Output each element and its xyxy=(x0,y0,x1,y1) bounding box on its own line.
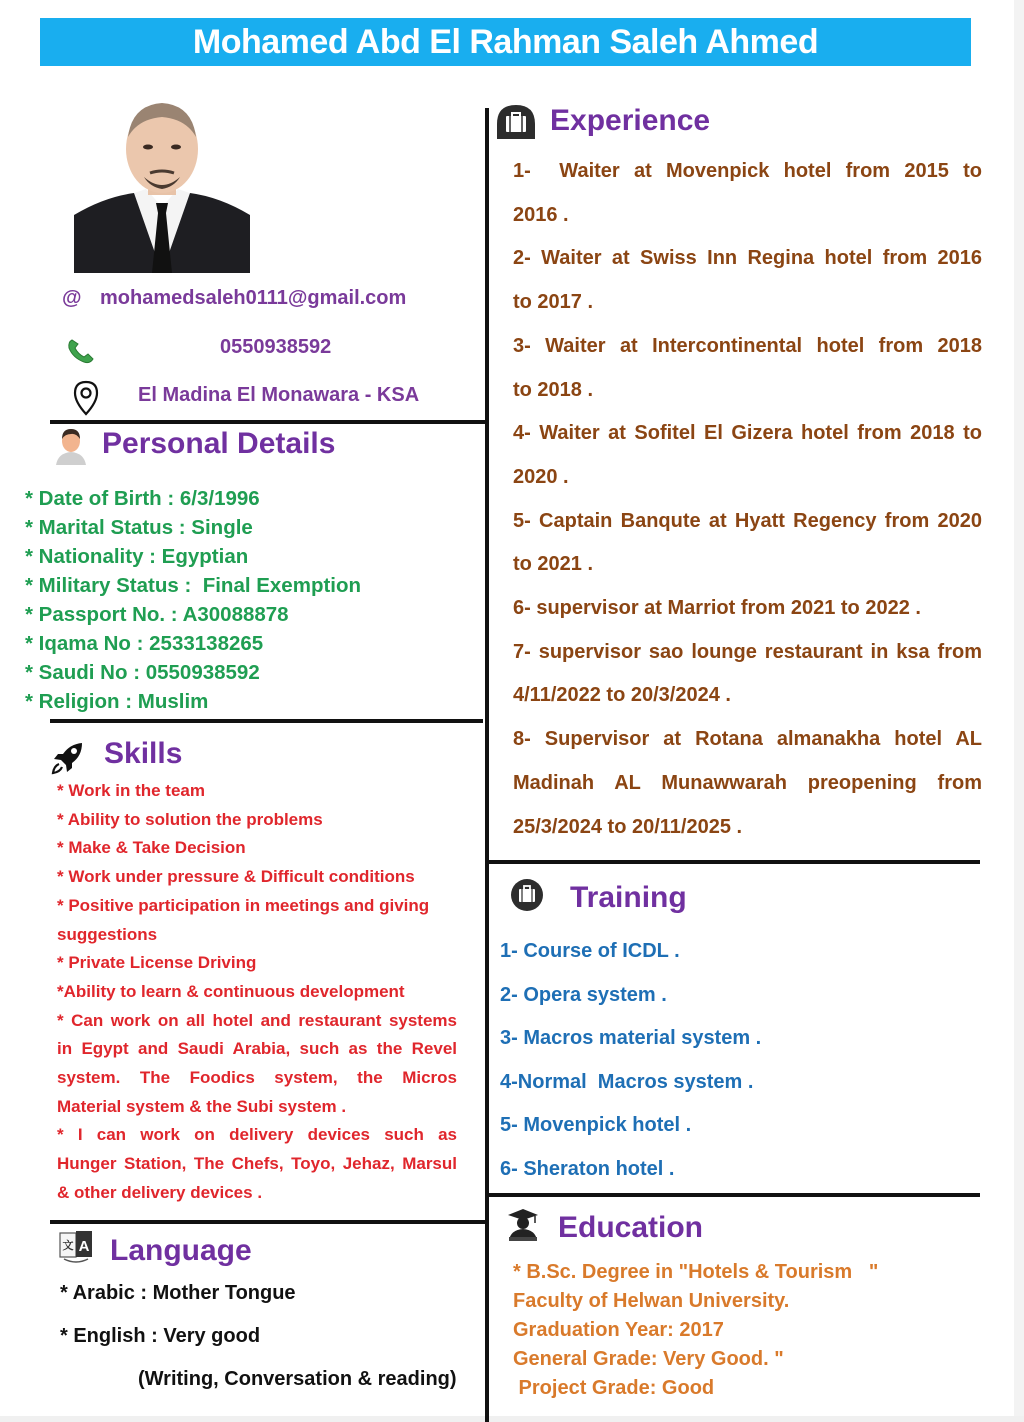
section-title-language: Language xyxy=(110,1234,252,1267)
page-edge xyxy=(0,1416,1024,1422)
section-divider xyxy=(50,420,487,424)
experience-line: 2016 . xyxy=(513,203,569,226)
skill-line: * Positive participation in meetings and giving xyxy=(57,895,430,915)
section-divider xyxy=(50,719,483,723)
translate-icon xyxy=(58,1229,94,1270)
training-list xyxy=(500,930,761,1191)
email-text[interactable]: mohamedsaleh0111@gmail.com xyxy=(100,287,407,309)
education-list xyxy=(513,1258,878,1403)
skill-line: Material system & the Subi system . xyxy=(57,1096,347,1116)
experience-line: 7- supervisor sao lounge restaurant in ksa from xyxy=(513,640,982,663)
section-divider xyxy=(487,860,980,864)
education-line: Graduation Year: 2017 xyxy=(513,1319,724,1341)
skill-line: * Can work on all hotel and restaurant systems xyxy=(57,1010,457,1030)
section-title-education: Education xyxy=(558,1211,704,1244)
briefcase-icon xyxy=(496,104,536,145)
personal-item: * Date of Birth : 6/3/1996 xyxy=(25,487,260,510)
experience-line: 1- Waiter at Movenpick hotel from 2015 to xyxy=(513,160,982,182)
briefcase-icon xyxy=(510,878,544,917)
language-note: (Writing, Conversation & reading) xyxy=(138,1368,457,1390)
experience-line: 4/11/2022 to 20/3/2024 . xyxy=(513,684,731,707)
experience-line: to 2017 . xyxy=(513,291,594,314)
person-icon xyxy=(52,427,90,470)
skill-line: & other delivery devices . xyxy=(57,1182,263,1202)
personal-item: * Passport No. : A30088878 xyxy=(25,603,289,626)
training-item: 1- Course of ICDL . xyxy=(500,940,680,962)
personal-item: * Saudi No : 0550938592 xyxy=(25,661,260,684)
education-line: * B.Sc. Degree in "Hotels & Tourism " xyxy=(513,1261,879,1283)
experience-list xyxy=(513,150,982,849)
experience-line: 5- Captain Banqute at Hyatt Regency from 2020 xyxy=(513,509,982,532)
skill-line: *Ability to learn & continuous development xyxy=(57,981,405,1001)
experience-line: to 2018 . xyxy=(513,378,594,401)
skill-line: Hunger Station, The Chefs, Toyo, Jehaz, Marsul xyxy=(57,1154,457,1174)
experience-line: 3- Waiter at Intercontinental hotel from 2018 xyxy=(513,334,982,357)
skill-line: in Egypt and Saudi Arabia, such as the Revel xyxy=(57,1039,457,1059)
education-line: Faculty of Helwan University. xyxy=(513,1290,790,1312)
profile-photo xyxy=(74,97,250,273)
experience-line: 2- Waiter at Swiss Inn Regina hotel from 2016 xyxy=(513,247,982,270)
skill-line: * Work under pressure & Difficult conditions xyxy=(57,867,415,887)
training-item: 5- Movenpick hotel . xyxy=(500,1114,692,1136)
page-edge xyxy=(1014,0,1024,1422)
skill-line: suggestions xyxy=(57,924,158,944)
experience-line: 8- Supervisor at Rotana almanakha hotel AL xyxy=(513,728,982,751)
training-item: 6- Sheraton hotel . xyxy=(500,1157,675,1180)
location-text: El Madina El Monawara - KSA xyxy=(138,384,420,406)
skill-line: * Private License Driving xyxy=(57,953,257,973)
skill-line: * Make & Take Decision xyxy=(57,838,246,858)
experience-line: 4- Waiter at Sofitel El Gizera hotel from 2018 to xyxy=(513,422,982,445)
section-title-skills: Skills xyxy=(104,737,183,770)
section-divider xyxy=(50,1220,485,1224)
personal-item: * Marital Status : Single xyxy=(25,516,253,539)
section-divider xyxy=(487,1193,980,1197)
personal-details-list xyxy=(25,484,361,716)
svg-text:文: 文 xyxy=(62,1239,74,1252)
experience-line: 25/3/2024 to 20/11/2025 . xyxy=(513,815,743,838)
personal-item: * Nationality : Egyptian xyxy=(25,545,249,568)
rocket-icon xyxy=(50,740,86,781)
education-line: Project Grade: Good xyxy=(513,1377,715,1399)
personal-item: * Iqama No : 2533138265 xyxy=(25,632,264,655)
education-line: General Grade: Very Good. " xyxy=(513,1348,784,1370)
phone-text[interactable]: 0550938592 xyxy=(220,336,332,358)
experience-line: Madinah AL Munawwarah preopening from xyxy=(513,771,982,794)
experience-line: to 2021 . xyxy=(513,553,594,576)
skill-line: * I can work on delivery devices such as xyxy=(57,1125,457,1145)
section-title-personal: Personal Details xyxy=(102,427,336,460)
training-item: 4-Normal Macros system . xyxy=(500,1070,754,1093)
graduate-icon xyxy=(506,1207,540,1248)
training-item: 3- Macros material system . xyxy=(500,1027,762,1049)
skill-line: system. The Foodics system, the Micros xyxy=(57,1068,457,1088)
personal-item: * Religion : Muslim xyxy=(25,690,209,713)
skill-line: * Work in the team xyxy=(57,781,205,800)
section-title-experience: Experience xyxy=(550,104,711,137)
language-item: * Arabic : Mother Tongue xyxy=(60,1282,296,1304)
column-divider xyxy=(485,108,489,1422)
experience-line: 2020 . xyxy=(513,465,569,488)
phone-icon xyxy=(66,337,96,370)
section-title-training: Training xyxy=(570,881,687,914)
personal-item: * Military Status : Final Exemption xyxy=(25,574,362,597)
location-pin-icon xyxy=(72,380,100,421)
svg-text:A: A xyxy=(78,1238,90,1255)
name-header-bar xyxy=(40,18,971,66)
language-item: * English : Very good xyxy=(60,1325,261,1347)
candidate-name: Mohamed Abd El Rahman Saleh Ahmed xyxy=(192,22,819,61)
skill-line: * Ability to solution the problems xyxy=(57,809,323,829)
training-item: 2- Opera system . xyxy=(500,983,667,1006)
skills-list xyxy=(57,777,457,1208)
at-icon: @ xyxy=(62,287,82,309)
experience-line: 6- supervisor at Marriot from 2021 to 2022 . xyxy=(513,597,921,620)
